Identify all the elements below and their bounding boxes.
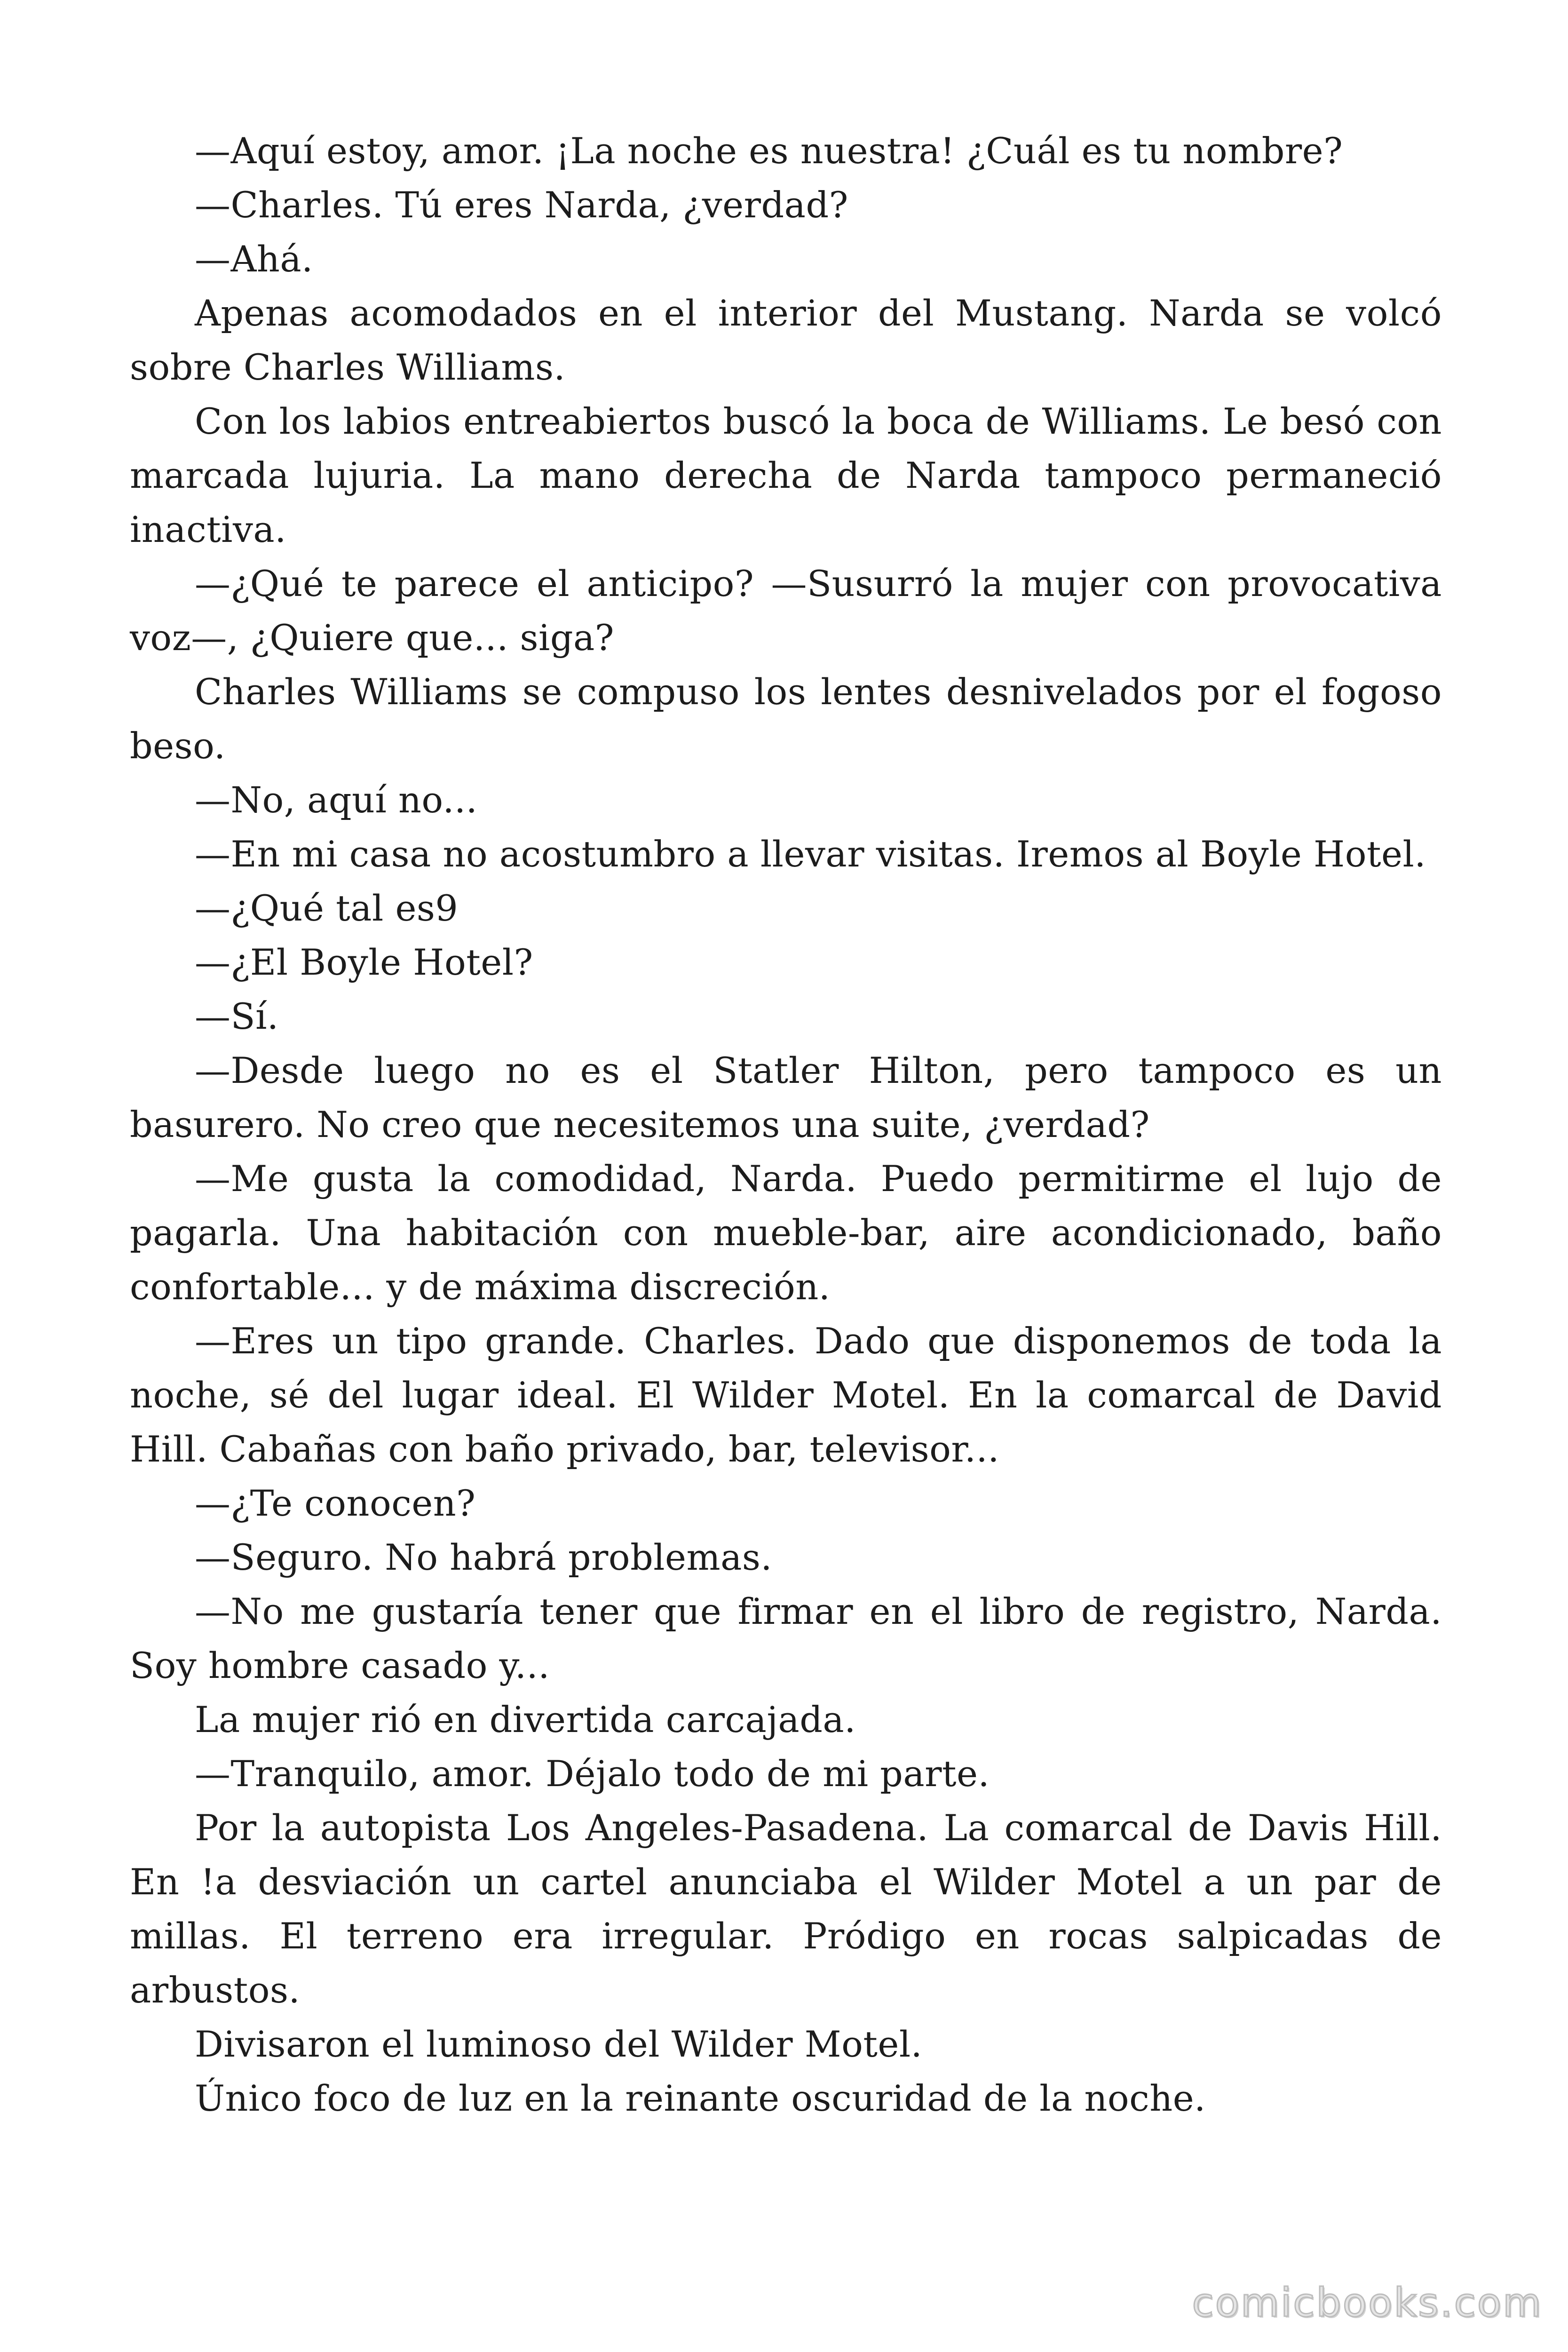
- paragraph: —Tranquilo, amor. Déjalo todo de mi parte.: [195, 1753, 990, 1795]
- paragraph: —Aquí estoy, amor. ¡La noche es nuestra! ¿Cuál es tu nombre?: [195, 130, 1343, 172]
- paragraph: Divisaron el luminoso del Wilder Motel.: [195, 2023, 923, 2065]
- paragraph: Único foco de luz en la reinante oscuridad de la noche.: [195, 2077, 1206, 2119]
- watermark: comicbooks.com: [1192, 2280, 1543, 2326]
- paragraph: —Seguro. No habrá problemas.: [195, 1536, 773, 1578]
- paragraph: —¿Te conocen?: [195, 1482, 476, 1524]
- page-text: [130, 124, 1442, 2125]
- paragraph: —En mi casa no acostumbro a llevar visitas. Iremos al Boyle Hotel.: [195, 833, 1426, 875]
- paragraph: Con los labios entreabiertos buscó la boca de Williams. Le besó con marcada lujuria. La mano derecha de Narda tampoco permaneció inactiva.: [130, 400, 1442, 550]
- paragraph: —Sí.: [195, 995, 279, 1037]
- paragraph: —Charles. Tú eres Narda, ¿verdad?: [195, 184, 848, 226]
- paragraph: —¿Qué tal es9: [195, 887, 459, 929]
- paragraph: —Ahá.: [195, 238, 313, 280]
- paragraph: —Eres un tipo grande. Charles. Dado que disponemos de toda la noche, sé del lugar ideal. El Wilder Motel. En la comarcal de David Hill. Cabañas con baño privado, bar, televisor...: [130, 1320, 1442, 1470]
- paragraph: Charles Williams se compuso los lentes desnivelados por el fogoso beso.: [130, 671, 1442, 767]
- paragraph: La mujer rió en divertida carcajada.: [195, 1699, 856, 1740]
- paragraph: —¿El Boyle Hotel?: [195, 941, 533, 983]
- paragraph: —Me gusta la comodidad, Narda. Puedo permitirme el lujo de pagarla. Una habitación con mueble-bar, aire acondicionado, baño confortable... y de máxima discreción.: [130, 1158, 1442, 1308]
- paragraph: —No me gustaría tener que firmar en el libro de registro, Narda. Soy hombre casado y...: [130, 1590, 1442, 1686]
- paragraph: —No, aquí no...: [195, 779, 478, 821]
- paragraph: Por la autopista Los Angeles-Pasadena. La comarcal de Davis Hill. En !a desviación un cartel anunciaba el Wilder Motel a un par de millas. El terreno era irregular. Pródigo en rocas salpicadas de arbustos.: [130, 1807, 1442, 2011]
- paragraph: Apenas acomodados en el interior del Mustang. Narda se volcó sobre Charles Williams.: [130, 292, 1442, 388]
- paragraph: —¿Qué te parece el anticipo? —Susurró la mujer con provocativa voz—, ¿Quiere que... siga?: [130, 563, 1442, 659]
- paragraph: —Desde luego no es el Statler Hilton, pero tampoco es un basurero. No creo que necesitemos una suite, ¿verdad?: [130, 1049, 1442, 1145]
